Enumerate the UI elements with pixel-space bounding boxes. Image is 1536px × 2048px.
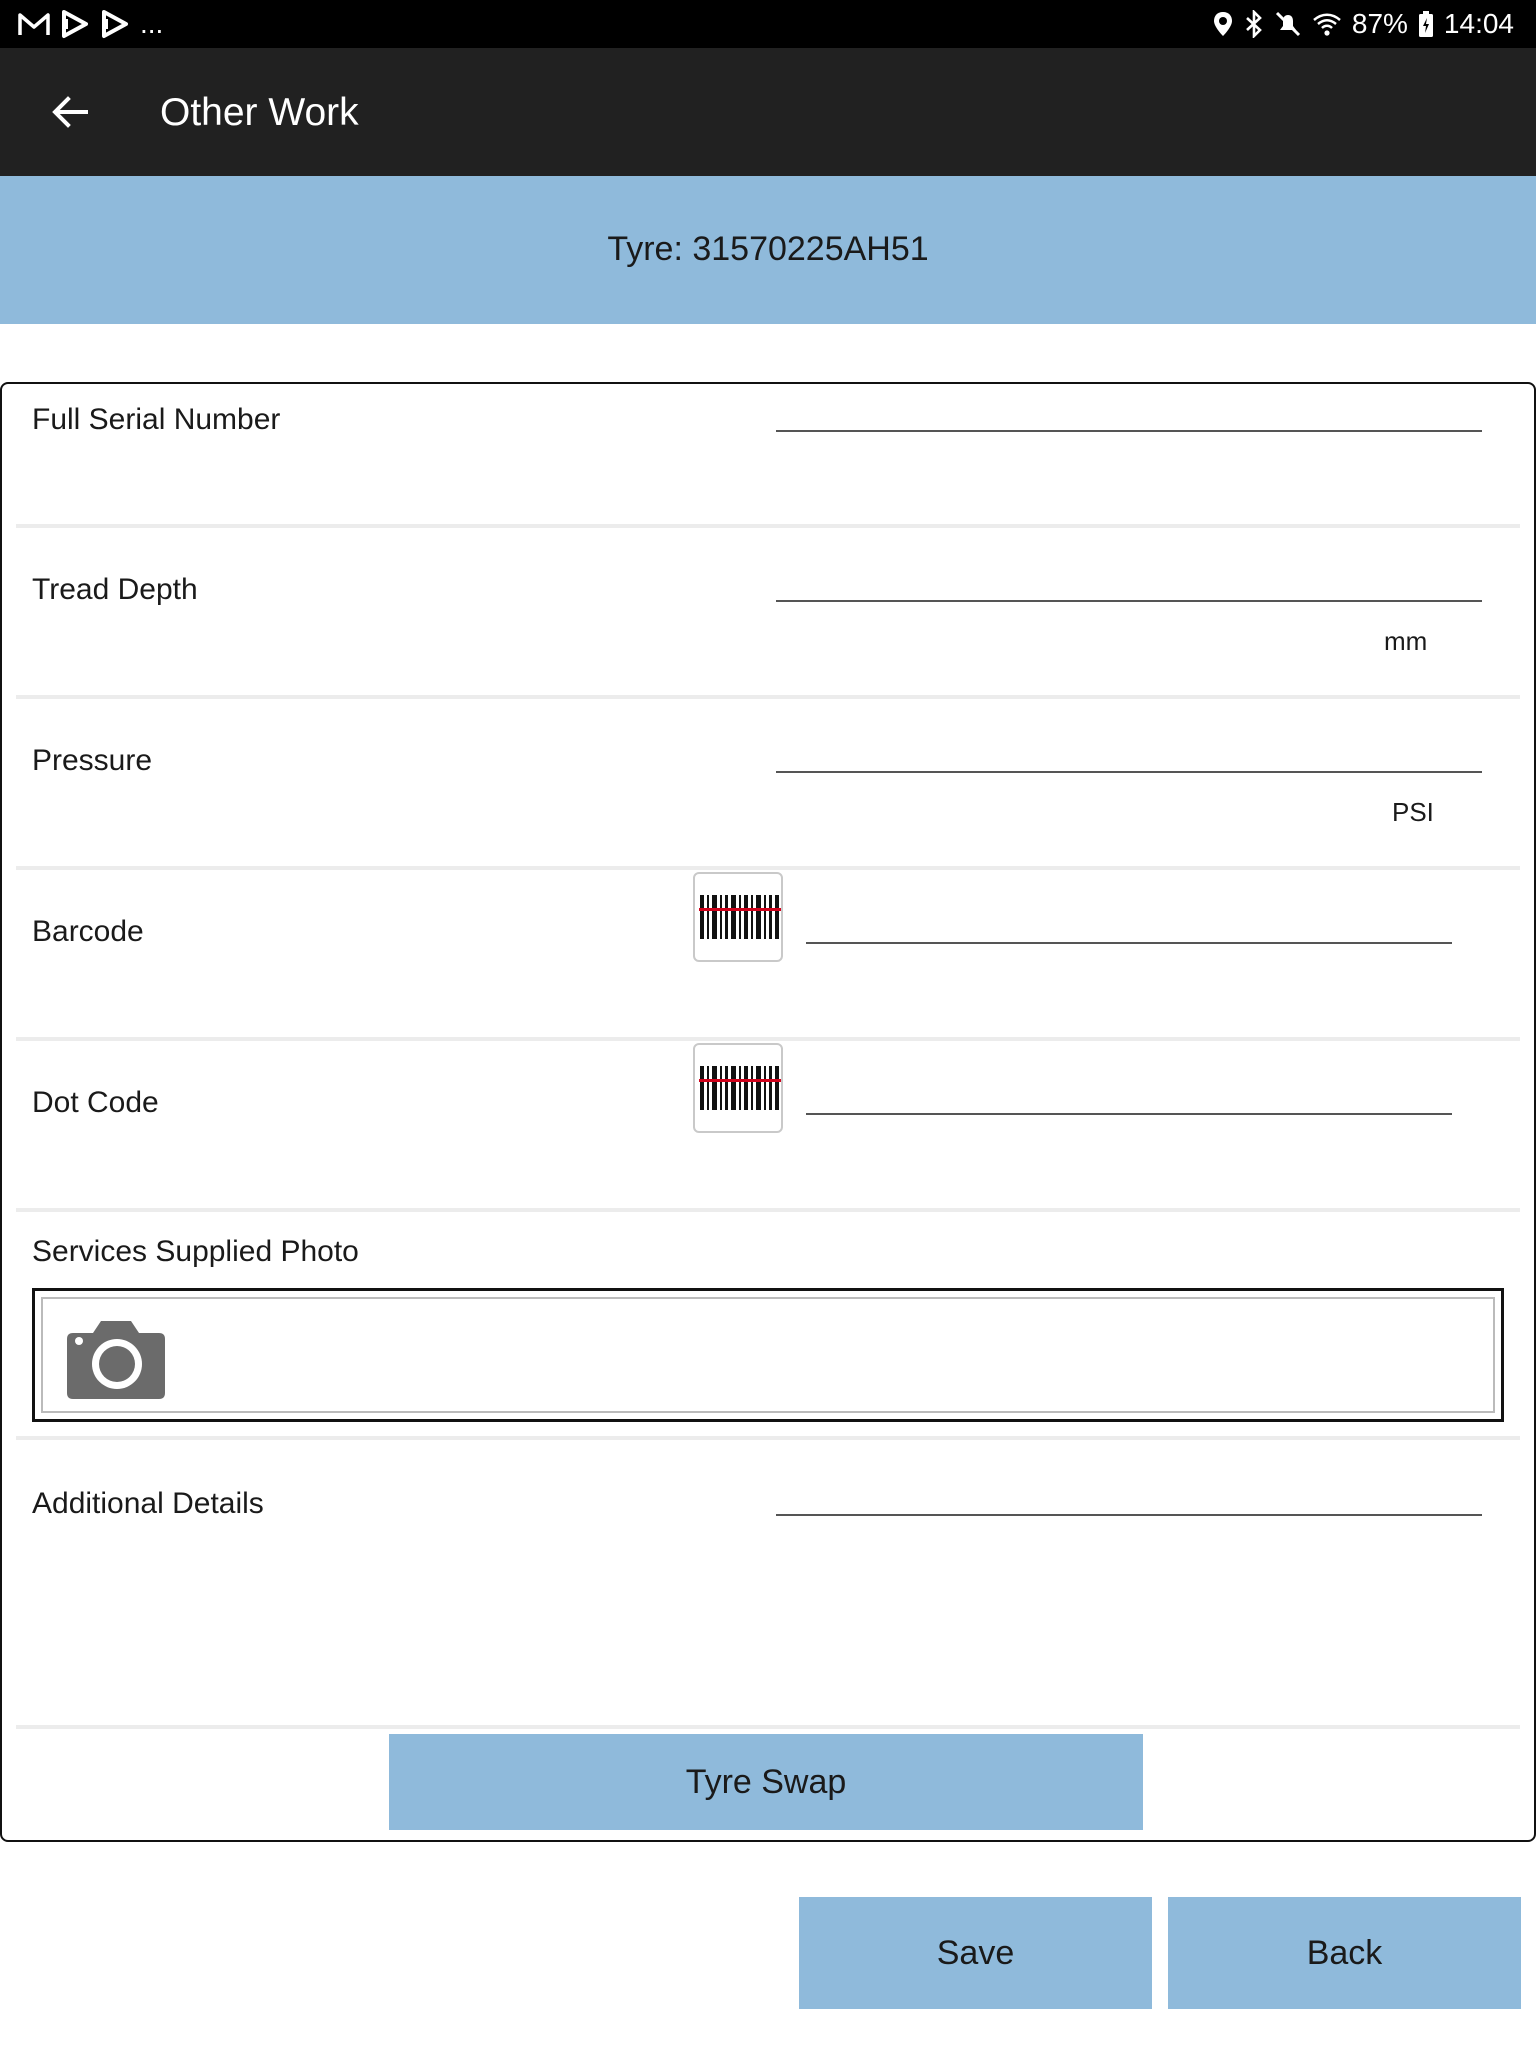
details-input[interactable] [776, 1514, 1482, 1516]
barcode-label: Barcode [32, 915, 144, 948]
play-icon [60, 9, 90, 39]
arrow-left-icon [46, 88, 94, 136]
back-button[interactable]: Back [1168, 1897, 1521, 2009]
pressure-input[interactable] [776, 771, 1482, 773]
play-icon [100, 9, 130, 39]
tyre-id-text: Tyre: 31570225AH51 [607, 230, 929, 268]
photo-row [16, 1212, 1520, 1440]
dot-code-row [16, 1041, 1520, 1212]
serial-row [16, 384, 1520, 528]
clock: 14:04 [1443, 8, 1514, 39]
wifi-icon [1312, 10, 1342, 38]
dot-code-label: Dot Code [32, 1086, 159, 1119]
dot-code-input[interactable] [806, 1113, 1452, 1115]
photo-frame [32, 1288, 1504, 1422]
tread-depth-input[interactable] [776, 600, 1482, 602]
tyre-header [0, 176, 1536, 324]
take-photo-button[interactable] [65, 1317, 167, 1401]
tread-depth-unit: mm [1384, 626, 1428, 656]
tread-depth-label: Tread Depth [32, 573, 198, 606]
photo-label: Services Supplied Photo [32, 1235, 359, 1268]
app-bar [0, 48, 1536, 176]
dot-code-scan-button[interactable] [693, 1043, 783, 1133]
more-notifications: ... [140, 8, 164, 39]
photo-area[interactable] [41, 1297, 1495, 1413]
camera-icon [65, 1317, 167, 1401]
battery-percent: 87% [1351, 8, 1408, 39]
tyre-swap-button[interactable]: Tyre Swap [389, 1734, 1143, 1830]
form-panel [0, 382, 1536, 1842]
details-label: Additional Details [32, 1487, 264, 1520]
barcode-scan-button[interactable] [693, 872, 783, 962]
page-title: Other Work [160, 91, 359, 134]
tread-depth-row [16, 528, 1520, 699]
gmail-icon [18, 11, 50, 37]
serial-input[interactable] [776, 430, 1482, 432]
serial-label: Full Serial Number [32, 403, 281, 436]
pressure-unit: PSI [1392, 797, 1434, 827]
location-icon [1212, 10, 1234, 38]
bluetooth-icon [1244, 10, 1264, 38]
mute-icon [1274, 10, 1302, 38]
pressure-label: Pressure [32, 744, 153, 777]
status-left [18, 8, 163, 40]
status-right [1212, 8, 1514, 40]
battery-icon [1418, 10, 1434, 38]
barcode-scanner-icon [699, 892, 781, 942]
barcode-scanner-icon [699, 1063, 781, 1113]
barcode-row [16, 870, 1520, 1041]
status-bar [0, 0, 1536, 48]
details-row [16, 1440, 1520, 1729]
barcode-input[interactable] [806, 942, 1452, 944]
save-button[interactable]: Save [799, 1897, 1152, 2009]
pressure-row [16, 699, 1520, 870]
back-arrow-button[interactable] [46, 88, 94, 136]
